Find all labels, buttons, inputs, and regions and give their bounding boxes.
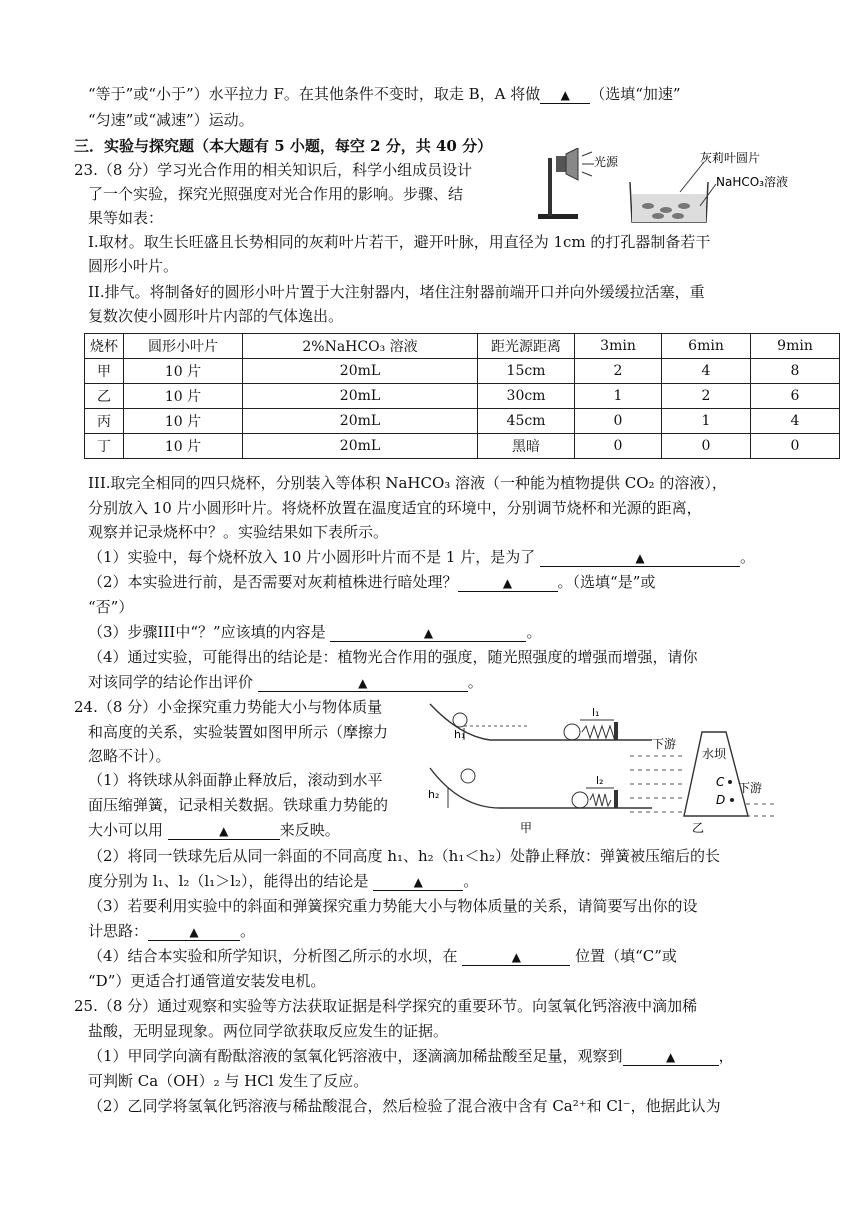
solution-label: NaHCO₃溶液 (716, 175, 788, 189)
step-3: 观察并记录烧杯中？。实验结果如下表所示。 (88, 523, 389, 541)
q24-figure (420, 696, 780, 842)
table-row: 丁 10 片 20mL 黑暗 0 0 0 (85, 434, 840, 459)
q23-part-3: （3）步骤III中“？”应该填的内容是 ▲ 。 (88, 623, 542, 641)
point-c-label: C (716, 775, 725, 789)
h2-label: h₂ (428, 788, 440, 801)
q23-apparatus-figure (520, 148, 810, 230)
answer-blank[interactable]: ▲ (462, 948, 570, 966)
q24-part-3: （3）若要利用实验中的斜面和弹簧探究重力势能大小与物体质量的关系，请简要写出你的设 (88, 897, 698, 915)
step-2: II.排气。将制备好的圆形小叶片置于大注射器内，堵住注射器前端开口并向外缓缓拉活塞，重 (88, 283, 705, 301)
answer-blank[interactable]: ▲ (168, 822, 280, 840)
q24-intro: 忽略不计）。 (88, 747, 171, 765)
q24-part-2: 度分别为 l₁、l₂（l₁＞l₂），能得出的结论是 ▲ 。 (88, 872, 479, 890)
section-title: 三．实验与探究题（本大题有 5 小题，每空 2 分，共 40 分） (74, 137, 493, 155)
q23-part-4: 对该同学的结论作出评价 ▲ 。 (88, 673, 483, 691)
answer-blank[interactable]: ▲ (540, 86, 590, 104)
q24-part-1: （1）将铁球从斜面静止释放后，滚动到水平 (88, 771, 383, 789)
q23-part-2: “否”） (88, 598, 134, 616)
q25-part-1: 可判断 Ca（OH）₂ 与 HCl 发生了反应。 (88, 1072, 369, 1090)
q23-part-1: （1）实验中，每个烧杯放入 10 片小圆形叶片而不是 1 片，是为了 ▲ 。 (88, 548, 756, 566)
answer-blank[interactable]: ▲ (623, 1048, 719, 1066)
l1-label: l₁ (592, 706, 600, 719)
table-header-row: 烧杯 圆形小叶片 2%NaHCO₃ 溶液 距光源距离 3min 6min 9min (85, 334, 840, 359)
q24-intro: 24.（8 分）小金探究重力势能大小与物体质量 (74, 698, 383, 716)
q23-intro: 23.（8 分）学习光合作用的相关知识后，科学小组成员设计 (74, 161, 473, 179)
results-table (84, 333, 840, 459)
answer-blank[interactable]: ▲ (373, 873, 463, 891)
answer-blank[interactable]: ▲ (540, 549, 740, 567)
upstream-label: 下游 (652, 737, 677, 751)
q24-part-2: （2）将同一铁球先后从同一斜面的不同高度 h₁、h₂（h₁＜h₂）处静止释放：弹簧被压缩后的长 (88, 847, 721, 865)
step-1: 圆形小叶片。 (88, 257, 179, 275)
q24-part-1: 面压缩弹簧，记录相关数据。铁球重力势能的 (88, 796, 389, 814)
q25-part-1: （1）甲同学向滴有酚酞溶液的氢氧化钙溶液中，逐滴滴加稀盐酸至足量，观察到 ▲ ， (88, 1047, 734, 1065)
point-d-label: D (716, 793, 726, 807)
q24-part-1: 大小可以用 ▲ 来反映。 (88, 821, 340, 839)
step-3: III.取完全相同的四只烧杯，分别装入等体积 NaHCO₃ 溶液（一种能为植物提供 CO₂ 的溶液）， (88, 474, 727, 492)
q24-part-3: 计思路： ▲ 。 (88, 922, 256, 940)
q23-intro: 了一个实验，探究光照强度对光合作用的影响。步骤、结 (88, 185, 464, 203)
text-line: “等于”或“小于”）水平拉力 F。在其他条件不变时，取走 B，A 将做 ▲ （选填“加速” (88, 85, 681, 103)
q24-part-4: “D”）更适合打通管道安装发电机。 (88, 972, 326, 990)
table-row: 甲 10 片 20mL 15cm 2 4 8 (85, 359, 840, 384)
answer-blank[interactable]: ▲ (458, 574, 558, 592)
step-3: 分别放入 10 片小圆形叶片。将烧杯放置在温度适宜的环境中，分别调节烧杯和光源的距离， (88, 499, 702, 517)
q23-intro: 果等如表： (88, 209, 164, 227)
q23-part-4: （4）通过实验，可能得出的结论是：植物光合作用的强度，随光照强度的增强而增强，请你 (88, 648, 698, 666)
figure-jia-label: 甲 (520, 821, 533, 835)
figure-yi-label: 乙 (692, 821, 705, 835)
q25-part-2: （2）乙同学将氢氧化钙溶液与稀盐酸混合，然后检验了混合液中含有 Ca²⁺和 Cl⁻，他据此认为 (88, 1097, 721, 1115)
text-line: “匀速”或“减速”）运动。 (88, 111, 254, 129)
step-1: I.取材。取生长旺盛且长势相同的灰莉叶片若干，避开叶脉，用直径为 1cm 的打孔器制备若干 (88, 233, 711, 251)
light-source-label: 光源 (594, 155, 619, 169)
answer-blank[interactable]: ▲ (148, 923, 240, 941)
q23-part-2: （2）本实验进行前，是否需要对灰莉植株进行暗处理？ ▲ 。（选填“是”或 (88, 573, 656, 591)
answer-blank[interactable]: ▲ (330, 624, 526, 642)
q24-part-4: （4）结合本实验和所学知识，分析图乙所示的水坝，在 ▲ 位置（填“C”或 (88, 947, 677, 965)
table-row: 乙 10 片 20mL 30cm 1 2 6 (85, 384, 840, 409)
answer-blank[interactable]: ▲ (258, 674, 468, 692)
h1-label: h₁ (454, 728, 466, 741)
table-row: 丙 10 片 20mL 45cm 0 1 4 (85, 409, 840, 434)
l2-label: l₂ (596, 774, 604, 787)
q25-intro: 盐酸，无明显现象。两位同学欲获取反应发生的证据。 (88, 1022, 449, 1040)
dam-label: 水坝 (702, 747, 727, 761)
leaf-label: 灰莉叶圆片 (700, 151, 761, 165)
q24-intro: 和高度的关系，实验装置如图甲所示（摩擦力 (88, 723, 389, 741)
step-2: 复数次使小圆形叶片内部的气体逸出。 (88, 307, 344, 325)
q25-intro: 25.（8 分）通过观察和实验等方法获取证据是科学探究的重要环节。向氢氧化钙溶液中滴加稀 (74, 997, 698, 1015)
downstream-label: 下游 (738, 781, 763, 795)
